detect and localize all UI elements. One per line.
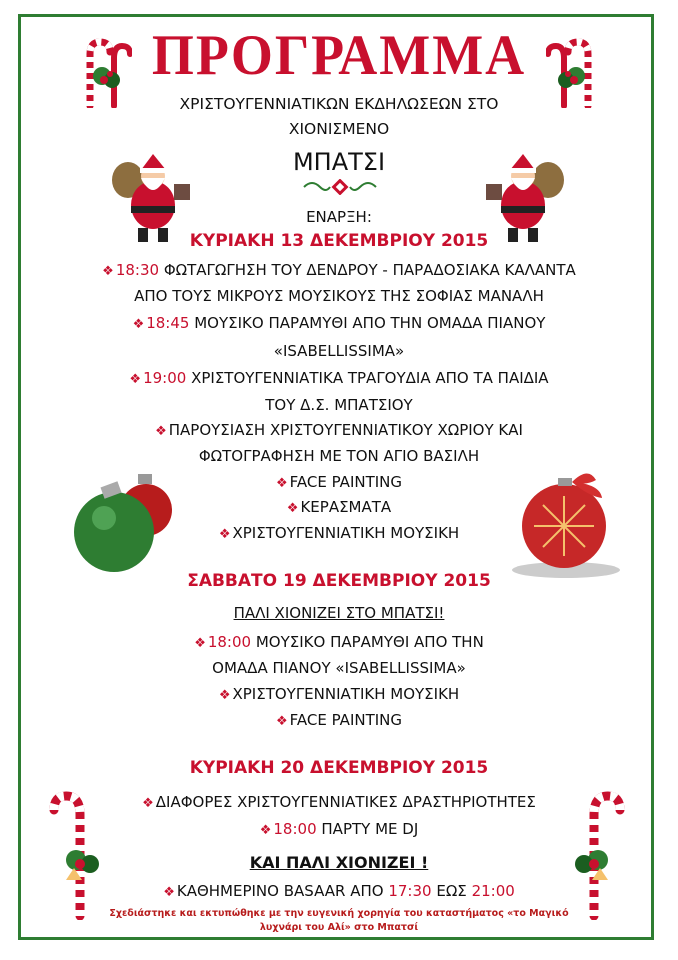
bullet-icon: ❖	[132, 317, 145, 332]
event-line: «ISABELLISSIMA»	[273, 342, 405, 360]
bullet-icon: ❖	[218, 527, 231, 542]
event-line	[0, 498, 678, 516]
date-day3: ΚΥΡΙΑΚΗ 20 ΔΕΚΕΜΒΡΙΟΥ 2015	[189, 758, 489, 778]
bullet-icon: ❖	[218, 688, 231, 703]
event-line	[0, 793, 678, 811]
bullet-icon: ❖	[163, 885, 175, 900]
bullet-icon: ❖	[194, 636, 206, 651]
sponsor-note-line-2: λυχνάρι του Αλί» στο Μπατσί	[259, 922, 419, 933]
subtitle-line-1: ΧΡΙΣΤΟΥΓΕΝΝΙΑΤΙΚΩΝ ΕΚΔΗΛΩΣΕΩΝ ΣΤΟ	[179, 95, 499, 113]
event-text: ΜΟΥΣΙΚΟ ΠΑΡΑΜΥΘΙ ΑΠΟ ΤΗΝ ΟΜΑΔΑ ΠΙΑΝΟΥ	[194, 314, 546, 332]
event-text: ΠΑΡΤΥ ΜΕ DJ	[321, 820, 419, 838]
event-text: ΕΩΣ	[436, 882, 467, 900]
event-text: FACE PAINTING	[289, 711, 403, 729]
slogan-day3: ΚΑΙ ΠΑΛΙ ΧΙΟΝΙΖΕΙ !	[249, 853, 429, 872]
event-text: ΦΩΤΑΓΩΓΗΣΗ ΤΟΥ ΔΕΝΔΡΟΥ - ΠΑΡΑΔΟΣΙΑΚΑ ΚΑΛΑΝΤΑ	[163, 261, 576, 279]
event-text: ΧΡΙΣΤΟΥΓΕΝΝΙΑΤΙΚΑ ΤΡΑΓΟΥΔΙΑ ΑΠΟ ΤΑ ΠΑΙΔΙΑ	[191, 369, 549, 387]
event-line: ΟΜΑΔΑ ΠΙΑΝΟΥ «ISABELLISSIMA»	[212, 659, 466, 677]
bullet-icon: ❖	[259, 823, 272, 838]
bullet-icon: ❖	[142, 796, 154, 811]
event-line	[0, 685, 678, 703]
event-time: 19:00	[143, 369, 187, 387]
page-title: ΠΡΟΓΡΑΜΜΑ	[151, 23, 527, 87]
event-time: 18:30	[115, 261, 160, 279]
event-line: ΦΩΤΟΓΡΑΦΗΣΗ ΜΕ ΤΟΝ ΑΓΙΟ ΒΑΣΙΛΗ	[198, 447, 480, 465]
event-line: ΤΟΥ Δ.Σ. ΜΠΑΤΣΙΟΥ	[265, 396, 413, 414]
event-line	[0, 524, 678, 542]
event-text: FACE PAINTING	[289, 473, 403, 491]
start-label: ΕΝΑΡΞΗ:	[306, 208, 372, 226]
bullet-icon: ❖	[275, 476, 288, 491]
bullet-icon: ❖	[102, 264, 114, 279]
event-line	[0, 882, 678, 900]
date-day2: ΣΑΒΒΑΤΟ 19 ΔΕΚΕΜΒΡΙΟΥ 2015	[187, 571, 491, 591]
event-time: 21:00	[471, 882, 515, 900]
event-text: ΧΡΙΣΤΟΥΓΕΝΝΙΑΤΙΚΗ ΜΟΥΣΙΚΗ	[232, 524, 460, 542]
event-text: ΠΑΡΟΥΣΙΑΣΗ ΧΡΙΣΤΟΥΓΕΝΝΙΑΤΙΚΟΥ ΧΩΡΙΟΥ ΚΑΙ	[168, 421, 523, 439]
slogan-day2: ΠΑΛΙ ΧΙΟΝΙΖΕΙ ΣΤΟ ΜΠΑΤΣΙ!	[233, 604, 445, 622]
event-line	[0, 711, 678, 729]
event-text: ΚΕΡΑΣΜΑΤΑ	[300, 498, 392, 516]
event-line	[0, 369, 678, 387]
date-day1: ΚΥΡΙΑΚΗ 13 ΔΕΚΕΜΒΡΙΟΥ 2015	[189, 231, 489, 251]
event-text: ΚΑΘΗΜΕΡΙΝΟ BASAAR ΑΠΟ	[176, 882, 384, 900]
event-text: ΔΙΑΦΟΡΕΣ ΧΡΙΣΤΟΥΓΕΝΝΙΑΤΙΚΕΣ ΔΡΑΣΤΗΡΙΟΤΗΤΕΣ	[155, 793, 536, 811]
event-line	[0, 421, 678, 439]
event-line	[0, 820, 678, 838]
event-text: ΧΡΙΣΤΟΥΓΕΝΝΙΑΤΙΚΗ ΜΟΥΣΙΚΗ	[232, 685, 460, 703]
event-line	[0, 261, 678, 279]
bullet-icon: ❖	[155, 424, 167, 439]
bullet-icon: ❖	[275, 714, 288, 729]
event-time: 17:30	[388, 882, 432, 900]
flourish-icon	[302, 179, 378, 195]
event-time: 18:45	[146, 314, 190, 332]
event-time: 18:00	[273, 820, 317, 838]
event-line	[0, 473, 678, 491]
event-text: ΜΟΥΣΙΚΟ ΠΑΡΑΜΥΘΙ ΑΠΟ ΤΗΝ	[255, 633, 484, 651]
sponsor-note-line-1: Σχεδιάστηκε και εκτυπώθηκε με την ευγενική χορηγία του καταστήματος «το Μαγικό	[109, 908, 569, 919]
bullet-icon: ❖	[129, 372, 142, 387]
subtitle-line-2: ΧΙΟΝΙΣΜΕΝΟ	[288, 120, 390, 138]
event-line	[0, 314, 678, 332]
event-line	[0, 633, 678, 651]
event-line: ΑΠΟ ΤΟΥΣ ΜΙΚΡΟΥΣ ΜΟΥΣΙΚΟΥΣ ΤΗΣ ΣΟΦΙΑΣ ΜΑΝΑΛΗ	[134, 287, 544, 305]
place-name: ΜΠΑΤΣΙ	[292, 148, 386, 176]
event-time: 18:00	[207, 633, 252, 651]
bullet-icon: ❖	[286, 501, 299, 516]
